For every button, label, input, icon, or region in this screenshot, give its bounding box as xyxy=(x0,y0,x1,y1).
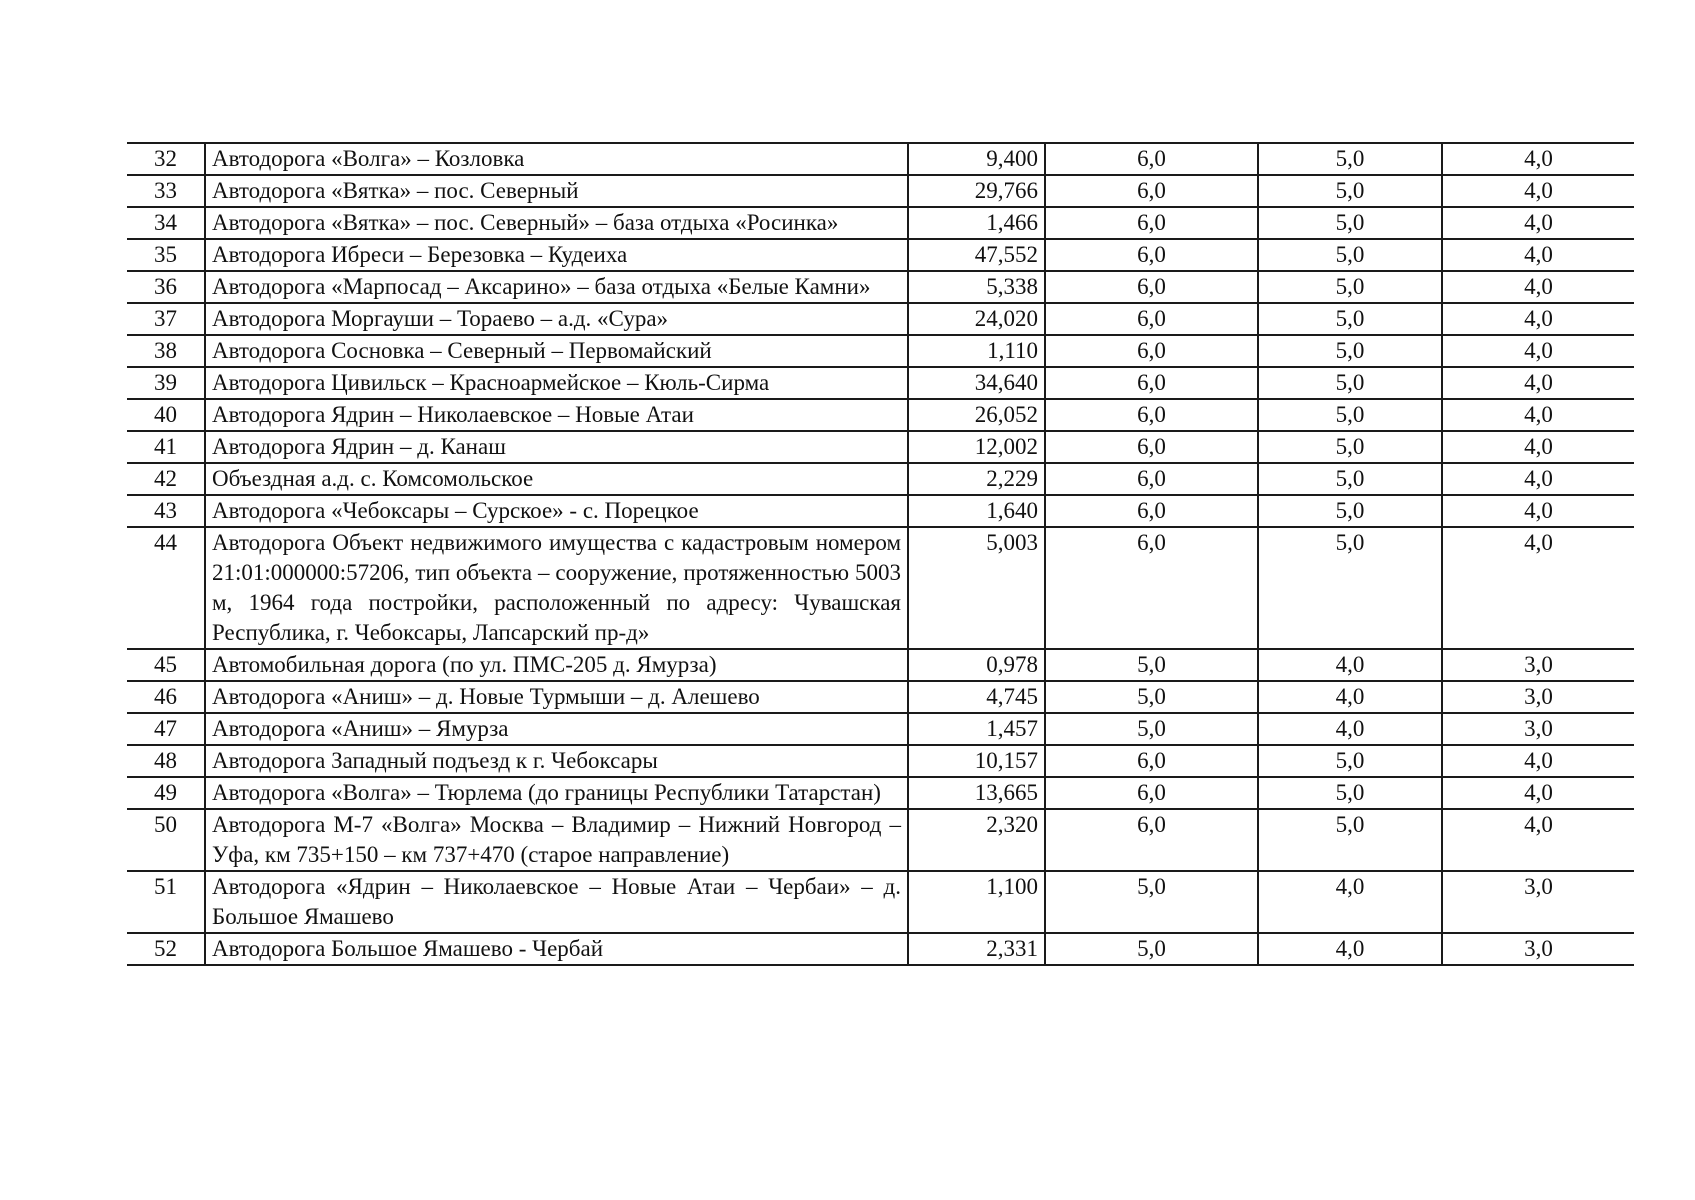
value-3-cell: 3,0 xyxy=(1442,681,1634,713)
road-length-cell: 4,745 xyxy=(908,681,1045,713)
value-2-cell: 4,0 xyxy=(1258,871,1442,933)
row-number-cell: 46 xyxy=(127,681,205,713)
value-1-cell: 6,0 xyxy=(1045,527,1258,649)
road-name-cell: Автодорога Западный подъезд к г. Чебоксары xyxy=(205,745,908,777)
value-1-cell: 6,0 xyxy=(1045,335,1258,367)
row-number-cell: 40 xyxy=(127,399,205,431)
road-length-cell: 0,978 xyxy=(908,649,1045,681)
roads-table xyxy=(127,142,1634,966)
table-row xyxy=(127,809,1634,871)
road-length-cell: 29,766 xyxy=(908,175,1045,207)
value-3-cell: 4,0 xyxy=(1442,175,1634,207)
road-length-cell: 26,052 xyxy=(908,399,1045,431)
road-name-cell: Автодорога М-7 «Волга» Москва – Владимир – Нижний Новгород – Уфа, км 735+150 – км 737+470 (старое направление) xyxy=(205,809,908,871)
road-length-cell: 10,157 xyxy=(908,745,1045,777)
row-number-cell: 48 xyxy=(127,745,205,777)
row-number-cell: 50 xyxy=(127,809,205,871)
road-length-cell: 1,457 xyxy=(908,713,1045,745)
value-3-cell: 4,0 xyxy=(1442,207,1634,239)
road-length-cell: 9,400 xyxy=(908,143,1045,175)
value-1-cell: 6,0 xyxy=(1045,777,1258,809)
value-2-cell: 4,0 xyxy=(1258,649,1442,681)
row-number-cell: 45 xyxy=(127,649,205,681)
road-length-cell: 2,229 xyxy=(908,463,1045,495)
table-row xyxy=(127,175,1634,207)
value-1-cell: 6,0 xyxy=(1045,745,1258,777)
value-1-cell: 6,0 xyxy=(1045,367,1258,399)
row-number-cell: 47 xyxy=(127,713,205,745)
table-row xyxy=(127,207,1634,239)
road-name-cell: Автодорога Ибреси – Березовка – Кудеиха xyxy=(205,239,908,271)
table-row xyxy=(127,681,1634,713)
road-name-cell: Автодорога «Ядрин – Николаевское – Новые Атаи – Чербаи» – д. Большое Ямашево xyxy=(205,871,908,933)
row-number-cell: 51 xyxy=(127,871,205,933)
road-length-cell: 2,320 xyxy=(908,809,1045,871)
road-length-cell: 47,552 xyxy=(908,239,1045,271)
road-name-cell: Автодорога «Чебоксары – Сурское» - с. Порецкое xyxy=(205,495,908,527)
value-1-cell: 6,0 xyxy=(1045,175,1258,207)
road-length-cell: 5,338 xyxy=(908,271,1045,303)
road-name-cell: Автодорога Цивильск – Красноармейское – Кюль-Сирма xyxy=(205,367,908,399)
value-3-cell: 4,0 xyxy=(1442,399,1634,431)
value-2-cell: 5,0 xyxy=(1258,809,1442,871)
road-name-cell: Автодорога «Аниш» – д. Новые Турмыши – д. Алешево xyxy=(205,681,908,713)
row-number-cell: 52 xyxy=(127,933,205,965)
table-row xyxy=(127,143,1634,175)
road-name-cell: Автодорога Объект недвижимого имущества с кадастровым номером 21:01:000000:57206, тип объекта – сооружение, протяженностью 5003 м, 1964 года постройки, расположенный по адресу: Чувашская Республика, г. Чебоксары, Лапсарский пр-д» xyxy=(205,527,908,649)
value-2-cell: 5,0 xyxy=(1258,399,1442,431)
road-name-cell: Автодорога «Волга» – Тюрлема (до границы Республики Татарстан) xyxy=(205,777,908,809)
table-row xyxy=(127,495,1634,527)
value-2-cell: 5,0 xyxy=(1258,207,1442,239)
value-3-cell: 4,0 xyxy=(1442,303,1634,335)
value-3-cell: 4,0 xyxy=(1442,431,1634,463)
value-2-cell: 5,0 xyxy=(1258,143,1442,175)
value-1-cell: 6,0 xyxy=(1045,431,1258,463)
road-length-cell: 12,002 xyxy=(908,431,1045,463)
road-name-cell: Автодорога «Аниш» – Ямурза xyxy=(205,713,908,745)
row-number-cell: 43 xyxy=(127,495,205,527)
road-name-cell: Автодорога Моргауши – Тораево – а.д. «Сура» xyxy=(205,303,908,335)
value-3-cell: 3,0 xyxy=(1442,649,1634,681)
road-name-cell: Автодорога «Вятка» – пос. Северный» – база отдыха «Росинка» xyxy=(205,207,908,239)
value-1-cell: 6,0 xyxy=(1045,463,1258,495)
value-1-cell: 6,0 xyxy=(1045,809,1258,871)
table-row xyxy=(127,239,1634,271)
value-2-cell: 4,0 xyxy=(1258,681,1442,713)
road-name-cell: Автодорога Сосновка – Северный – Первомайский xyxy=(205,335,908,367)
value-3-cell: 4,0 xyxy=(1442,335,1634,367)
row-number-cell: 35 xyxy=(127,239,205,271)
value-1-cell: 6,0 xyxy=(1045,399,1258,431)
value-1-cell: 6,0 xyxy=(1045,271,1258,303)
value-3-cell: 4,0 xyxy=(1442,463,1634,495)
table-row xyxy=(127,431,1634,463)
road-length-cell: 1,640 xyxy=(908,495,1045,527)
row-number-cell: 34 xyxy=(127,207,205,239)
value-2-cell: 4,0 xyxy=(1258,933,1442,965)
road-length-cell: 1,110 xyxy=(908,335,1045,367)
row-number-cell: 37 xyxy=(127,303,205,335)
value-2-cell: 5,0 xyxy=(1258,239,1442,271)
value-2-cell: 5,0 xyxy=(1258,367,1442,399)
row-number-cell: 38 xyxy=(127,335,205,367)
table-row xyxy=(127,933,1634,965)
table-row xyxy=(127,463,1634,495)
road-length-cell: 1,100 xyxy=(908,871,1045,933)
row-number-cell: 44 xyxy=(127,527,205,649)
table-row xyxy=(127,527,1634,649)
value-2-cell: 5,0 xyxy=(1258,271,1442,303)
value-3-cell: 4,0 xyxy=(1442,777,1634,809)
road-name-cell: Автодорога Ядрин – Николаевское – Новые Атаи xyxy=(205,399,908,431)
road-name-cell: Автодорога «Вятка» – пос. Северный xyxy=(205,175,908,207)
row-number-cell: 49 xyxy=(127,777,205,809)
road-length-cell: 5,003 xyxy=(908,527,1045,649)
table-row xyxy=(127,367,1634,399)
table-row xyxy=(127,871,1634,933)
road-length-cell: 24,020 xyxy=(908,303,1045,335)
value-1-cell: 6,0 xyxy=(1045,143,1258,175)
row-number-cell: 32 xyxy=(127,143,205,175)
value-1-cell: 5,0 xyxy=(1045,681,1258,713)
table-row xyxy=(127,713,1634,745)
road-length-cell: 13,665 xyxy=(908,777,1045,809)
row-number-cell: 33 xyxy=(127,175,205,207)
table-row xyxy=(127,777,1634,809)
table-row xyxy=(127,335,1634,367)
value-3-cell: 4,0 xyxy=(1442,809,1634,871)
table-row xyxy=(127,271,1634,303)
value-3-cell: 4,0 xyxy=(1442,745,1634,777)
road-name-cell: Автодорога Большое Ямашево - Чербай xyxy=(205,933,908,965)
value-1-cell: 6,0 xyxy=(1045,207,1258,239)
value-2-cell: 5,0 xyxy=(1258,527,1442,649)
value-1-cell: 5,0 xyxy=(1045,933,1258,965)
value-2-cell: 5,0 xyxy=(1258,431,1442,463)
value-1-cell: 5,0 xyxy=(1045,713,1258,745)
value-2-cell: 5,0 xyxy=(1258,335,1442,367)
value-3-cell: 4,0 xyxy=(1442,527,1634,649)
value-3-cell: 4,0 xyxy=(1442,143,1634,175)
road-length-cell: 2,331 xyxy=(908,933,1045,965)
value-1-cell: 5,0 xyxy=(1045,649,1258,681)
value-2-cell: 5,0 xyxy=(1258,745,1442,777)
table-row xyxy=(127,745,1634,777)
row-number-cell: 41 xyxy=(127,431,205,463)
value-3-cell: 4,0 xyxy=(1442,495,1634,527)
road-name-cell: Автомобильная дорога (по ул. ПМС-205 д. Ямурза) xyxy=(205,649,908,681)
road-length-cell: 34,640 xyxy=(908,367,1045,399)
value-2-cell: 5,0 xyxy=(1258,303,1442,335)
value-3-cell: 3,0 xyxy=(1442,871,1634,933)
table-row xyxy=(127,649,1634,681)
value-1-cell: 5,0 xyxy=(1045,871,1258,933)
table-row xyxy=(127,303,1634,335)
road-name-cell: Объездная а.д. с. Комсомольское xyxy=(205,463,908,495)
value-3-cell: 4,0 xyxy=(1442,239,1634,271)
value-1-cell: 6,0 xyxy=(1045,303,1258,335)
value-2-cell: 5,0 xyxy=(1258,495,1442,527)
value-3-cell: 3,0 xyxy=(1442,713,1634,745)
value-3-cell: 4,0 xyxy=(1442,271,1634,303)
road-length-cell: 1,466 xyxy=(908,207,1045,239)
value-2-cell: 4,0 xyxy=(1258,713,1442,745)
value-1-cell: 6,0 xyxy=(1045,239,1258,271)
row-number-cell: 42 xyxy=(127,463,205,495)
row-number-cell: 39 xyxy=(127,367,205,399)
value-3-cell: 4,0 xyxy=(1442,367,1634,399)
value-2-cell: 5,0 xyxy=(1258,175,1442,207)
row-number-cell: 36 xyxy=(127,271,205,303)
value-2-cell: 5,0 xyxy=(1258,777,1442,809)
roads-table-body xyxy=(127,143,1634,965)
table-row xyxy=(127,399,1634,431)
value-1-cell: 6,0 xyxy=(1045,495,1258,527)
value-2-cell: 5,0 xyxy=(1258,463,1442,495)
road-name-cell: Автодорога «Марпосад – Аксарино» – база отдыха «Белые Камни» xyxy=(205,271,908,303)
road-name-cell: Автодорога Ядрин – д. Канаш xyxy=(205,431,908,463)
value-3-cell: 3,0 xyxy=(1442,933,1634,965)
road-name-cell: Автодорога «Волга» – Козловка xyxy=(205,143,908,175)
